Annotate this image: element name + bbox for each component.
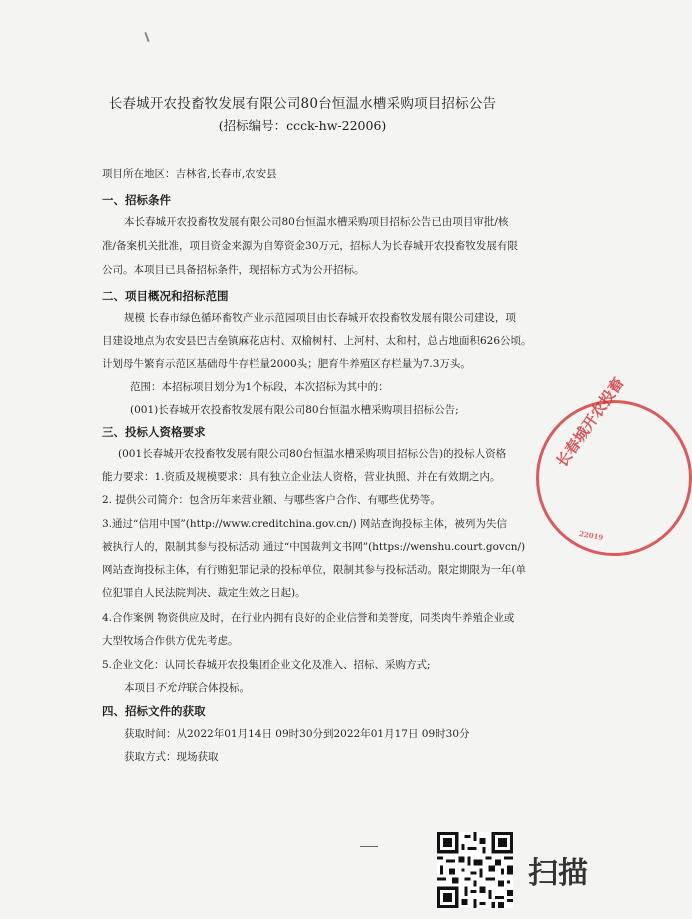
emphasis-text: 不允许 xyxy=(155,682,187,694)
paragraph-line: 准/备案机关批准，项目资金来源为自筹资金30万元，招标人为长春城开农投畜牧发展有限 xyxy=(102,240,518,252)
paragraph-line: 2. 提供公司简介：包含历年来营业额、与哪些客户合作、有哪些优势等。 xyxy=(102,494,441,506)
paragraph-line: 范围：本招标项目划分为1个标段，本次招标为其中的： xyxy=(130,381,389,393)
paragraph-line: 网站查询投标主体，有行贿犯罪记录的投标单位，限制其参与投标活动。限定期限为一年(单 xyxy=(102,564,527,576)
scan-artifact xyxy=(144,32,149,42)
text-segment: 本项目 xyxy=(124,682,156,694)
section-heading-conditions: 一、招标条件 xyxy=(102,193,171,207)
paragraph-line: (001)长春城开农投畜牧发展有限公司80台恒温水槽采购项目招标公告; xyxy=(130,404,459,416)
paragraph-line: 获取方式：现场获取 xyxy=(124,751,219,763)
paragraph-line: (001长春城开农投畜牧发展有限公司80台恒温水槽采购项目招标公告)的投标人资格 xyxy=(118,448,507,460)
section-heading-documents: 四、招标文件的获取 xyxy=(102,704,206,718)
section-heading-overview: 二、项目概况和招标范围 xyxy=(102,289,229,303)
paragraph-line: 目建设地点为农安县巴吉垒镇麻花店村、双榆树村、上河村、太和村，总占地面积626公顷。 xyxy=(102,335,532,347)
company-seal xyxy=(536,374,692,556)
seal-text: 长春城开农投畜 xyxy=(552,374,628,471)
paragraph-line: 大型牧场合作供方优先考虑。 xyxy=(102,635,239,647)
scan-artifact xyxy=(360,846,378,847)
tender-code: (招标编号：ccck-hw-22006) xyxy=(218,118,387,133)
notice-title: 长春城开农投畜牧发展有限公司80台恒温水槽采购项目招标公告 xyxy=(108,96,497,112)
paragraph-line: 本长春城开农投畜牧发展有限公司80台恒温水槽采购项目招标公告已由项目审批/核 xyxy=(124,216,509,228)
paragraph-line: 规模 长春市绿色循环畜牧产业示范园项目由长春城开农投畜牧发展有限公司建设，项 xyxy=(124,312,516,324)
qr-code-icon xyxy=(437,832,513,908)
paragraph-line: 3.通过“信用中国”(http://www.creditchina.gov.cn/) 网站查询投标主体，被列为失信 xyxy=(102,518,507,530)
section-heading-qualifications: 三、投标人资格要求 xyxy=(102,425,206,439)
paragraph-line: 5.企业文化：认同长春城开农投集团企业文化及准入、招标、采购方式; xyxy=(102,659,431,671)
seal-number: 22019 xyxy=(578,528,604,543)
paragraph-line: 位犯罪自人民法院判决、裁定生效之日起)。 xyxy=(102,587,306,599)
paragraph-line: 计划母牛繁育示范区基础母牛存栏量2000头；肥育牛养殖区存栏量为7.3万头。 xyxy=(102,358,471,370)
scan-watermark: 扫描 xyxy=(528,856,588,891)
paragraph-line: 被执行人的，限制其参与投标活动 通过“中国裁判文书网”(https://wenshu.court.govcn/) xyxy=(102,541,526,553)
paragraph-line: 获取时间：从2022年01月14日 09时30分到2022年01月17日 09时30分 xyxy=(124,728,470,740)
text-segment: 联合体投标。 xyxy=(187,682,250,694)
project-location: 项目所在地区：吉林省,长春市,农安县 xyxy=(102,168,277,180)
paragraph-line: 公司。本项目已具备招标条件，现招标方式为公开招标。 xyxy=(102,264,365,276)
paragraph-line: 4.合作案例 物资供应及时，在行业内拥有良好的企业信誉和美誉度，同类肉牛养殖企业或 xyxy=(102,612,515,624)
paragraph-line: 能力要求：1.资质及规模要求：具有独立企业法人资格，营业执照、并在有效期之内。 xyxy=(102,471,501,483)
paragraph-line xyxy=(124,680,250,695)
